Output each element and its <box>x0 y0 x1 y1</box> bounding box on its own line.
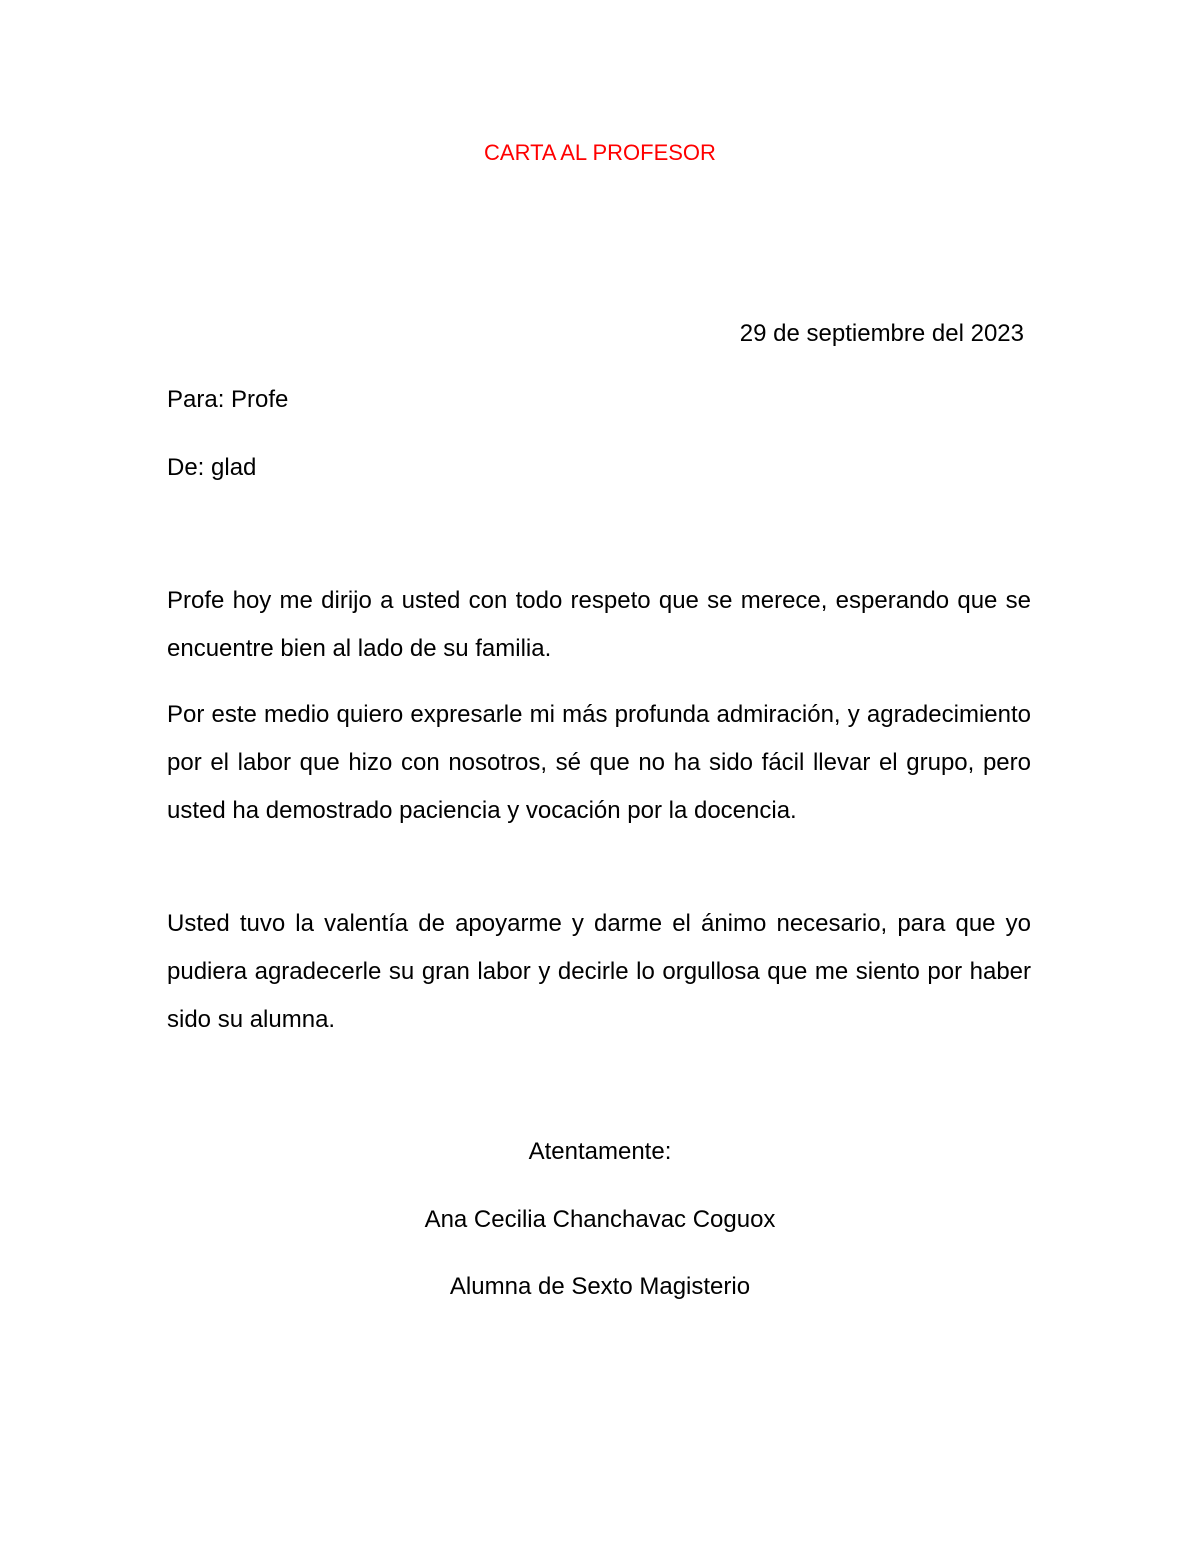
closing-line: Atentamente: <box>528 1138 672 1165</box>
body-paragraph-3: Usted tuvo la valentía de apoyarme y darme el ánimo necesario, para que yo pudiera agradecerle su gran labor y decirle lo orgullosa que me siento por haber sido su alumna. <box>167 910 1031 1033</box>
letter-title: CARTA AL PROFESOR <box>484 140 716 165</box>
body-paragraph-1: Profe hoy me dirijo a usted con todo respeto que se merece, esperando que se encuentre bien al lado de su familia. <box>167 587 1031 662</box>
signature-role: Alumna de Sexto Magisterio <box>449 1273 751 1300</box>
body-paragraph-2: Por este medio quiero expresarle mi más profunda admiración, y agradecimiento por el labor que hizo con nosotros, sé que no ha sido fácil llevar el grupo, pero usted ha demostrado paciencia y vocación por la docencia. <box>167 701 1031 824</box>
letter-date: 29 de septiembre del 2023 <box>739 320 1024 347</box>
signature-name: Ana Cecilia Chanchavac Coguox <box>424 1206 776 1233</box>
recipient-line: Para: Profe <box>167 386 289 413</box>
sender-line: De: glad <box>167 454 257 481</box>
